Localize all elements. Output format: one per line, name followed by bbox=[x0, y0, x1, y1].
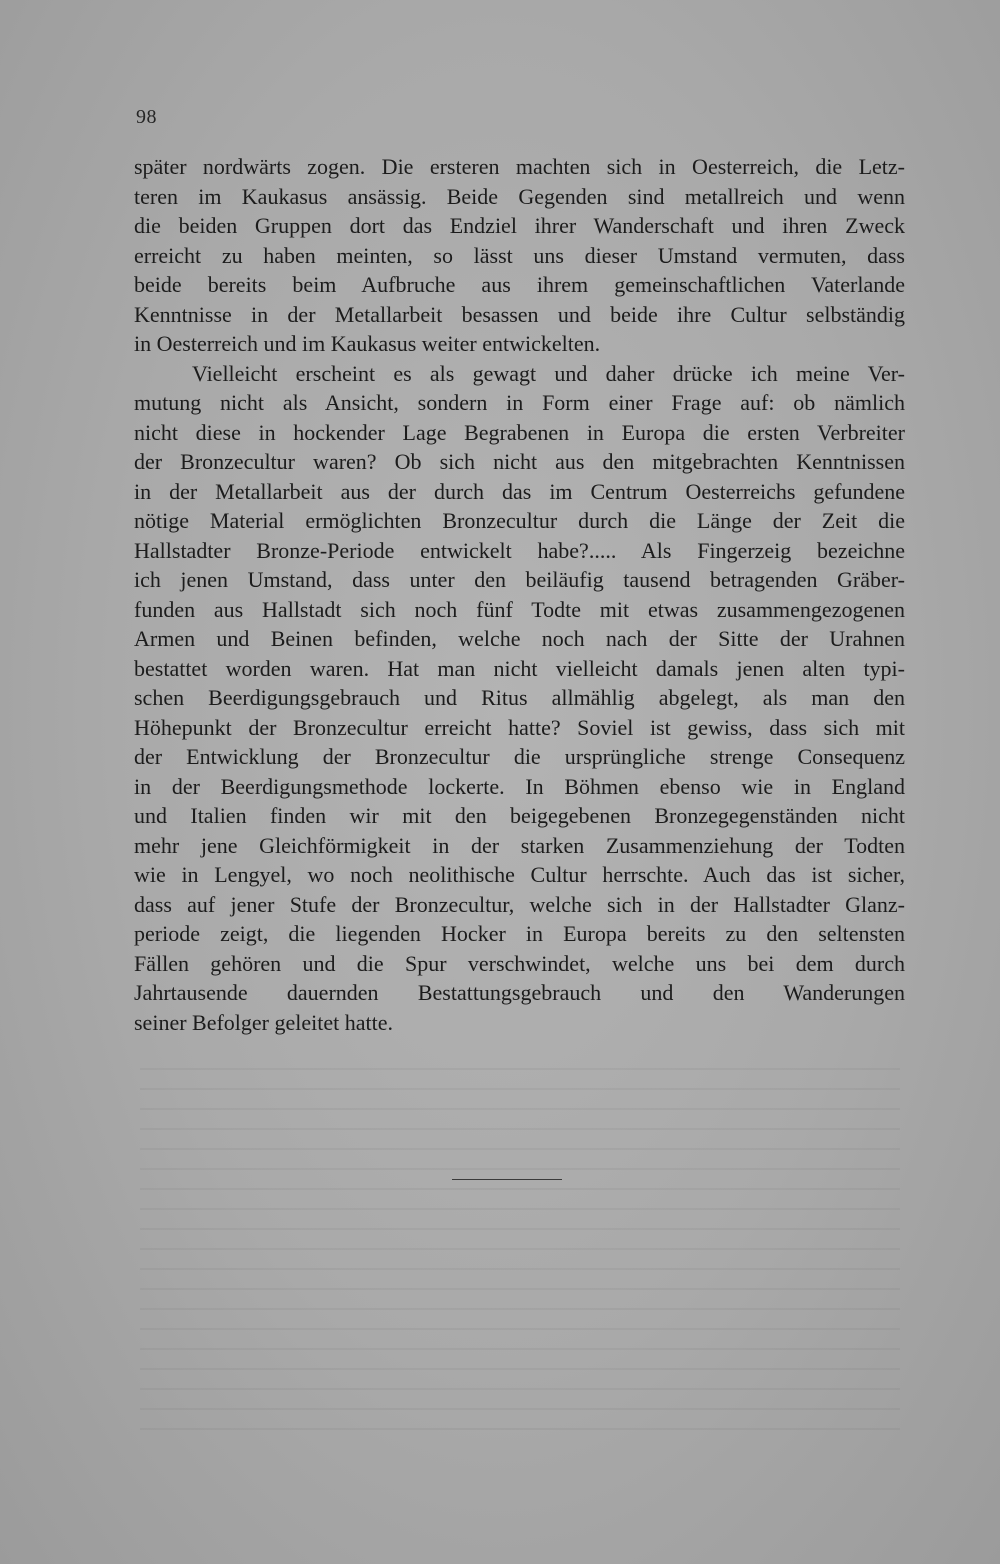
text-line: seiner Befolger geleitet hatte. bbox=[134, 1009, 393, 1035]
text-line: Fällen gehören und die Spur verschwindet, welche uns bei dem durch bbox=[134, 950, 905, 976]
text-line: dass auf jener Stufe der Bronzecultur, welche sich in der Hallstadter Glanz- bbox=[134, 891, 905, 917]
text-line: Kenntnisse in der Metallarbeit besassen und beide ihre Cultur selbständig bbox=[134, 301, 905, 327]
text-line: schen Beerdigungsgebrauch und Ritus allmählig abgelegt, als man den bbox=[134, 685, 905, 710]
text-line: mutung nicht als Ansicht, sondern in Form einer Frage auf: ob nämlich bbox=[134, 390, 905, 415]
text-line: nötige Material ermöglichten Bronzecultur durch die Länge der Zeit die bbox=[134, 508, 905, 533]
text-line: Vielleicht erscheint es als gewagt und daher drücke ich meine Ver- bbox=[192, 360, 905, 386]
text-line: der Bronzecultur waren? Ob sich nicht aus den mitgebrachten Kenntnissen bbox=[134, 449, 905, 474]
page-number: 98 bbox=[136, 106, 157, 128]
text-line: periode zeigt, die liegenden Hocker in Europa bereits zu den seltensten bbox=[134, 921, 905, 946]
text-line: wie in Lengyel, wo noch neolithische Cultur herrschte. Auch das ist sicher, bbox=[134, 862, 905, 887]
text-line: nicht diese in hockender Lage Begrabenen in Europa die ersten Verbreiter bbox=[134, 419, 905, 445]
text-line: in der Beerdigungsmethode lockerte. In Böhmen ebenso wie in England bbox=[134, 773, 905, 799]
text-line: später nordwärts zogen. Die ersteren machten sich in Oesterreich, die Letz- bbox=[134, 154, 905, 179]
text-line: funden aus Hallstadt sich noch fünf Todte mit etwas zusammengezogenen bbox=[134, 596, 905, 622]
text-line: ich jenen Umstand, dass unter den beiläufig tausend betragenden Gräber- bbox=[134, 567, 905, 592]
text-line: in der Metallarbeit aus der durch das im Centrum Oesterreichs gefundene bbox=[134, 478, 905, 504]
text-line: Jahrtausende dauernden Bestattungsgebrauch und den Wanderungen bbox=[134, 980, 905, 1005]
text-line: Höhepunkt der Bronzecultur erreicht hatte? Soviel ist gewiss, dass sich mit bbox=[134, 714, 905, 740]
section-end-rule bbox=[452, 1179, 562, 1180]
text-line: beide bereits beim Aufbruche aus ihrem gemeinschaftlichen Vaterlande bbox=[134, 272, 905, 297]
text-line: und Italien finden wir mit den beigegebenen Bronzegegenständen nicht bbox=[134, 803, 905, 828]
text-line: der Entwicklung der Bronzecultur die ursprüngliche strenge Consequenz bbox=[134, 744, 905, 769]
text-line: teren im Kaukasus ansässig. Beide Gegenden sind metallreich und wenn bbox=[134, 183, 905, 209]
text-line: in Oesterreich und im Kaukasus weiter entwickelten. bbox=[134, 331, 601, 356]
text-line: Armen und Beinen befinden, welche noch nach der Sitte der Urahnen bbox=[134, 626, 905, 651]
show-through-text bbox=[140, 1050, 900, 1430]
text-line: erreicht zu haben meinten, so lässt uns dieser Umstand vermuten, dass bbox=[134, 242, 905, 268]
body-text bbox=[134, 152, 905, 1037]
text-line: bestattet worden waren. Hat man nicht vielleicht damals jenen alten typi- bbox=[134, 655, 905, 681]
text-line: Hallstadter Bronze-Periode entwickelt habe?..... Als Fingerzeig bezeichne bbox=[134, 537, 905, 563]
text-line: mehr jene Gleichförmigkeit in der starken Zusammenziehung der Todten bbox=[134, 832, 905, 858]
text-line: die beiden Gruppen dort das Endziel ihrer Wanderschaft und ihren Zweck bbox=[134, 213, 905, 238]
